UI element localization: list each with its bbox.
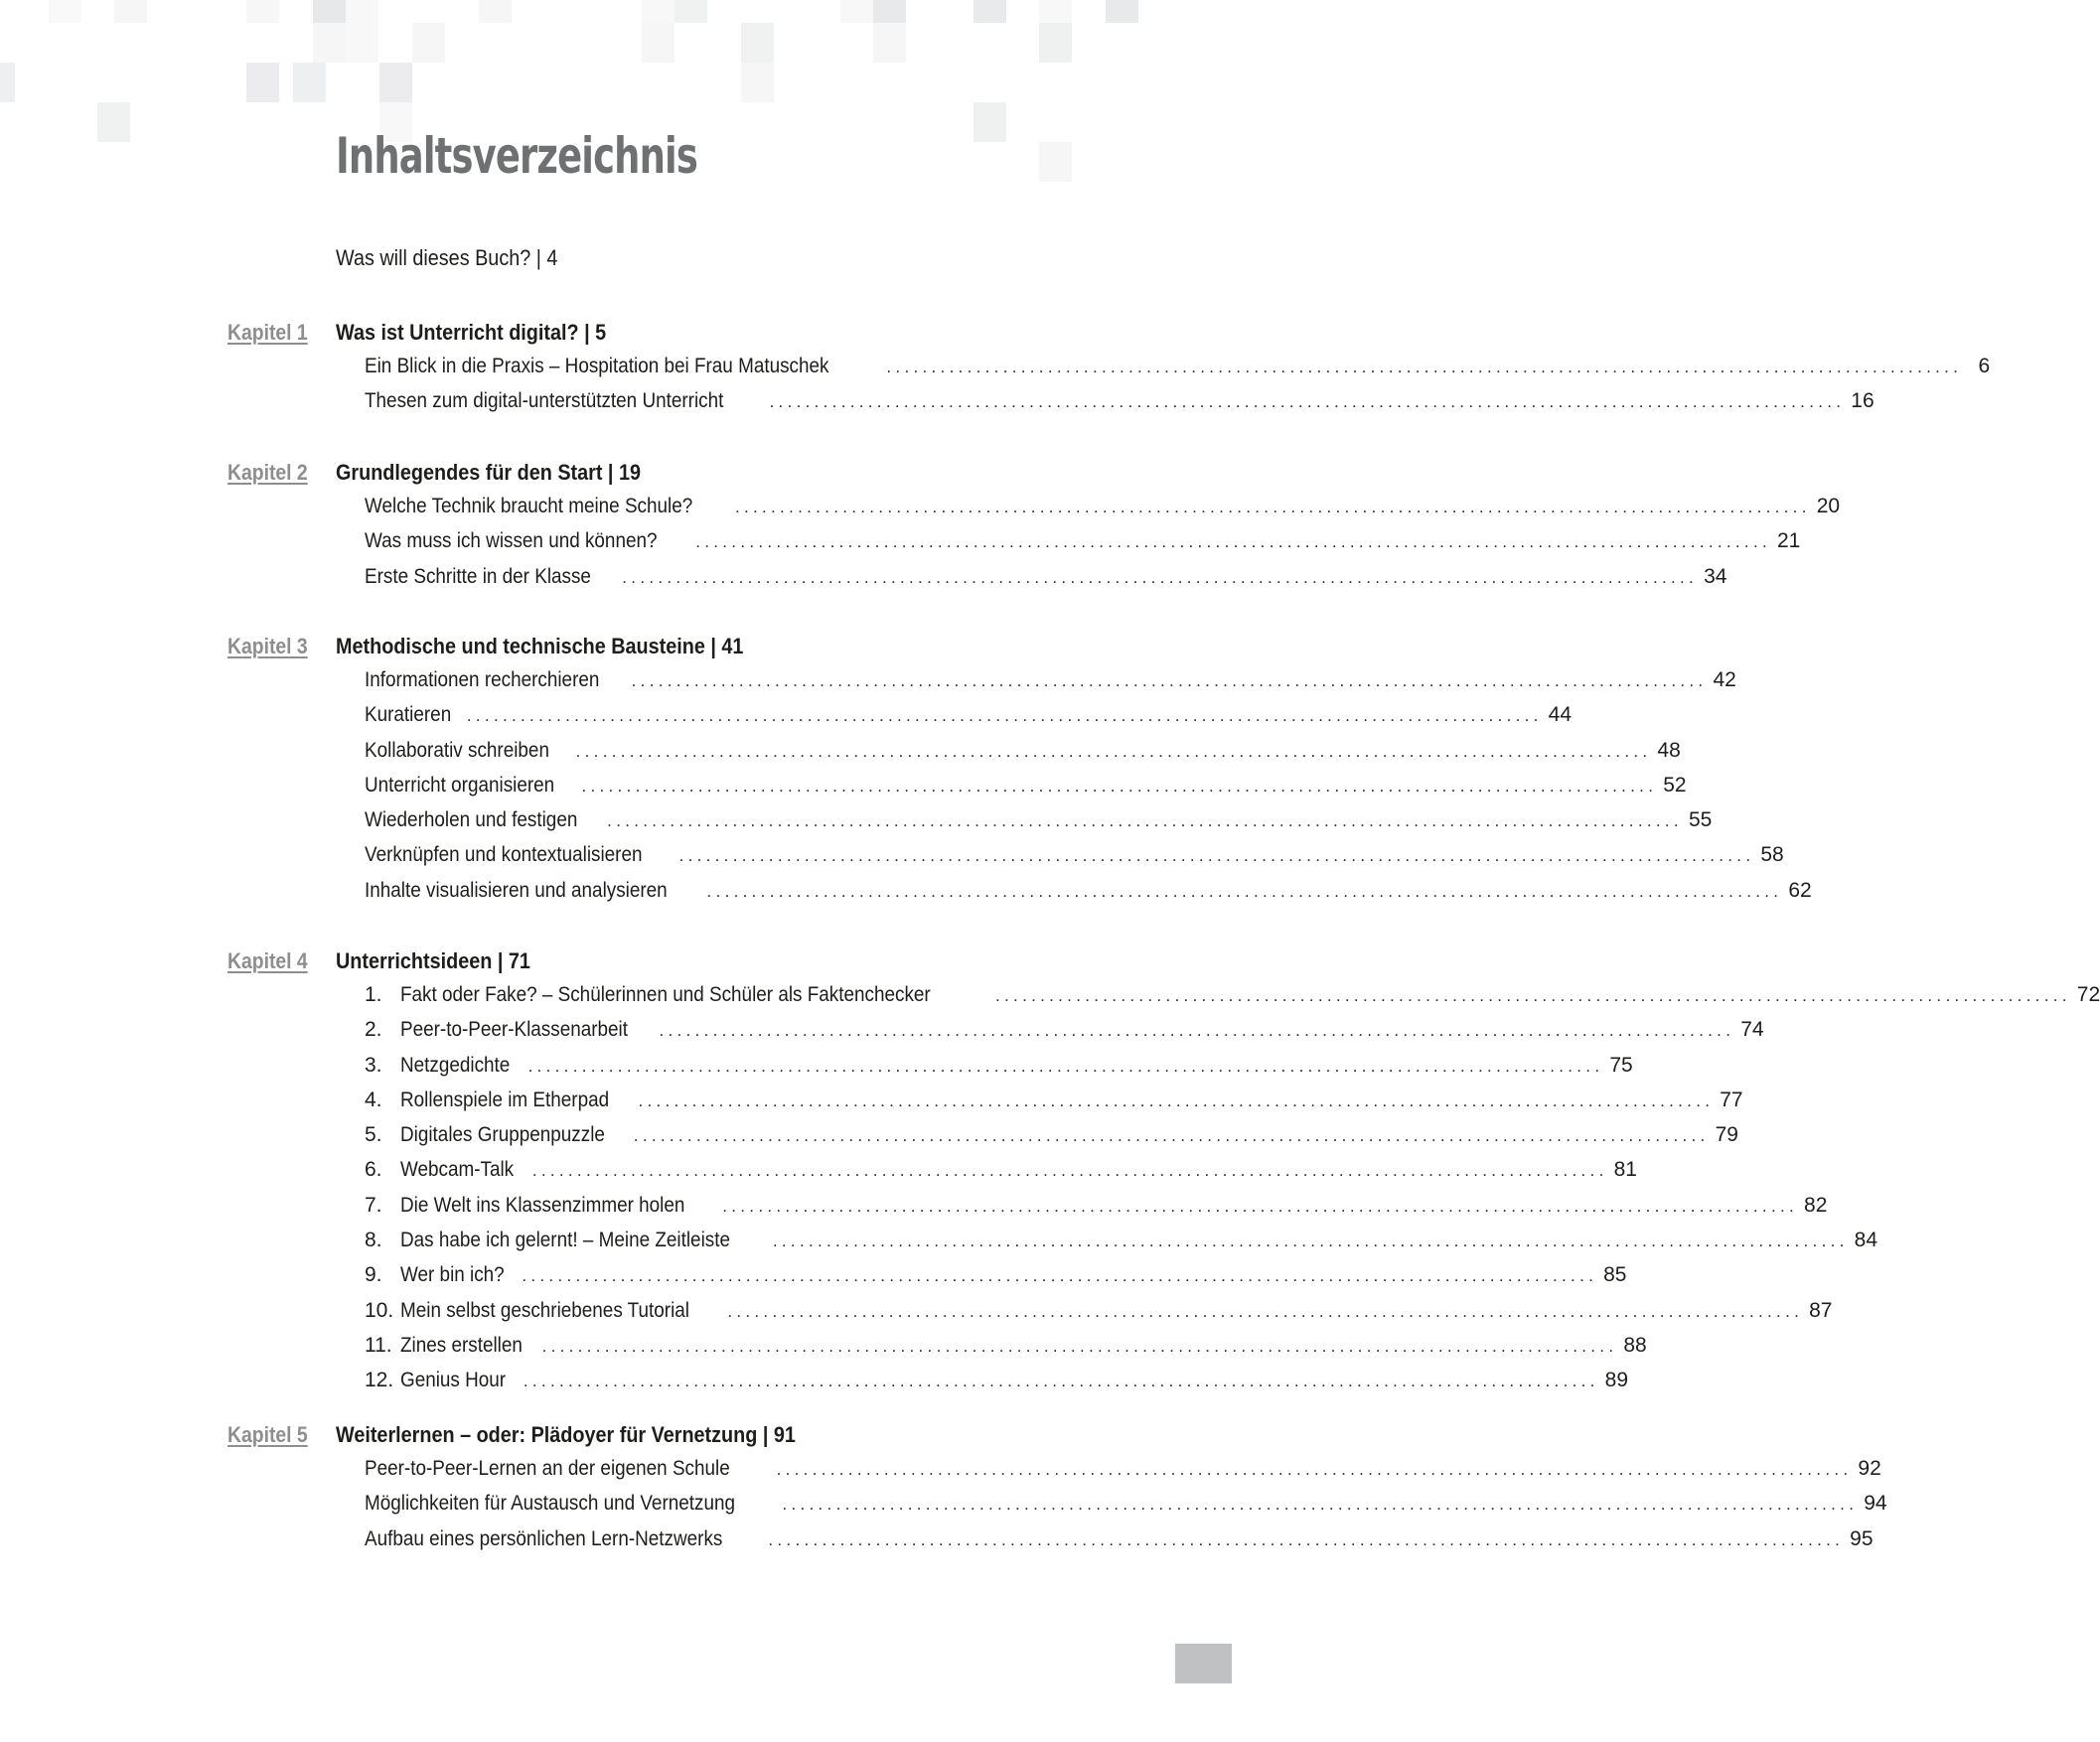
entry-title: Zines erstellen bbox=[400, 1333, 523, 1357]
entry-page-number: 85 bbox=[1603, 1263, 1627, 1287]
toc-entry[interactable] bbox=[365, 1053, 1633, 1089]
toc-entry[interactable] bbox=[365, 1018, 1764, 1053]
entry-page-number: 42 bbox=[1713, 668, 1736, 691]
page-corner-marker bbox=[1175, 1644, 1232, 1683]
dot-leader: ........................................................................................................................ bbox=[695, 532, 1771, 552]
dot-leader: ........................................................................................................................ bbox=[466, 706, 1543, 726]
toc-entry[interactable] bbox=[365, 773, 1687, 808]
dot-leader: ........................................................................................................................ bbox=[527, 1056, 1604, 1076]
entry-number: 11. bbox=[365, 1333, 392, 1357]
toc-entry[interactable] bbox=[365, 1263, 1627, 1298]
entry-number: 3. bbox=[365, 1053, 382, 1077]
entry-page-number: 55 bbox=[1688, 808, 1713, 832]
chapter-entries bbox=[365, 355, 1991, 425]
dot-leader: ........................................................................................................................ bbox=[886, 358, 1963, 376]
dot-leader: ........................................................................................................................ bbox=[633, 1126, 1710, 1146]
dot-leader: ........................................................................................................................ bbox=[734, 498, 1811, 516]
intro-entry[interactable]: Was will dieses Buch? | 4 bbox=[336, 245, 558, 270]
deco-square bbox=[974, 102, 1006, 142]
entry-page-number: 74 bbox=[1740, 1018, 1764, 1042]
toc-entry[interactable] bbox=[365, 1158, 1637, 1193]
dot-leader: ........................................................................................................................ bbox=[722, 1196, 1799, 1216]
entry-page-number: 21 bbox=[1777, 529, 1801, 553]
dot-leader: ........................................................................................................................ bbox=[531, 1161, 1608, 1181]
deco-square bbox=[379, 63, 412, 102]
deco-square bbox=[1039, 142, 1072, 182]
deco-square bbox=[0, 63, 15, 102]
entry-number: 5. bbox=[365, 1123, 382, 1147]
deco-square bbox=[675, 0, 707, 23]
deco-square bbox=[313, 23, 346, 63]
entry-page-number: 89 bbox=[1604, 1369, 1629, 1392]
entry-page-number: 77 bbox=[1720, 1088, 1743, 1111]
toc-entry[interactable] bbox=[365, 529, 1801, 564]
entry-page-number: 95 bbox=[1850, 1526, 1874, 1550]
dot-leader: ........................................................................................................................ bbox=[523, 1372, 1599, 1391]
deco-square bbox=[1106, 0, 1138, 23]
deco-square bbox=[741, 63, 774, 102]
chapter-entries bbox=[365, 1457, 1887, 1562]
entry-title: Peer-to-Peer-Klassenarbeit bbox=[400, 1018, 629, 1042]
entry-title: Wer bin ich? bbox=[400, 1263, 505, 1287]
dot-leader: ........................................................................................................................ bbox=[782, 1495, 1859, 1515]
entry-page-number: 88 bbox=[1623, 1333, 1647, 1357]
deco-square bbox=[114, 0, 147, 23]
toc-entry[interactable] bbox=[365, 808, 1713, 843]
chapter-label[interactable]: Kapitel 5 bbox=[227, 1422, 308, 1447]
entry-title: Ein Blick in die Praxis – Hospitation bei Frau Matuschek bbox=[365, 355, 829, 377]
dot-leader: ........................................................................................................................ bbox=[622, 567, 1699, 587]
entry-title: Webcam-Talk bbox=[400, 1158, 515, 1182]
toc-entry[interactable] bbox=[365, 668, 1736, 703]
chapter-title[interactable]: Weiterlernen – oder: Plädoyer für Vernetzung | 91 bbox=[336, 1422, 796, 1447]
entry-number: 4. bbox=[365, 1088, 382, 1111]
entry-number: 7. bbox=[365, 1193, 382, 1217]
deco-square bbox=[246, 63, 279, 102]
deco-square bbox=[246, 0, 279, 23]
dot-leader: ........................................................................................................................ bbox=[706, 881, 1783, 901]
entry-page-number: 34 bbox=[1704, 564, 1727, 588]
toc-entry[interactable] bbox=[365, 843, 1784, 878]
entry-title: Aufbau eines persönlichen Lern-Netzwerks bbox=[365, 1526, 723, 1550]
entry-title: Thesen zum digital-unterstützten Unterricht bbox=[365, 389, 724, 413]
toc-entry[interactable] bbox=[365, 1526, 1874, 1562]
entry-page-number: 48 bbox=[1657, 738, 1681, 762]
toc-entry[interactable] bbox=[365, 564, 1727, 600]
entry-title: Was muss ich wissen und können? bbox=[365, 529, 658, 553]
entry-page-number: 79 bbox=[1715, 1123, 1738, 1147]
entry-title: Kollaborativ schreiben bbox=[365, 738, 549, 762]
entry-page-number: 82 bbox=[1804, 1193, 1828, 1217]
entry-title: Verknüpfen und kontextualisieren bbox=[365, 843, 643, 867]
entry-number: 10. bbox=[365, 1298, 394, 1322]
dot-leader: ........................................................................................................................ bbox=[678, 846, 1755, 866]
entry-title: Peer-to-Peer-Lernen an der eigenen Schule bbox=[365, 1457, 730, 1480]
dot-leader: ........................................................................................................................ bbox=[772, 1232, 1849, 1251]
dot-leader: ........................................................................................................................ bbox=[541, 1336, 1618, 1356]
deco-square bbox=[741, 23, 774, 63]
dot-leader: ........................................................................................................................ bbox=[769, 392, 1846, 412]
deco-square bbox=[97, 102, 130, 142]
deco-square bbox=[1039, 23, 1072, 63]
chapter-label[interactable]: Kapitel 2 bbox=[227, 460, 308, 485]
entry-title: Rollenspiele im Etherpad bbox=[400, 1088, 610, 1111]
entry-title: Das habe ich gelernt! – Meine Zeitleiste bbox=[400, 1229, 730, 1252]
entry-title: Welche Technik braucht meine Schule? bbox=[365, 495, 693, 517]
deco-square bbox=[313, 0, 346, 23]
deco-square bbox=[974, 0, 1006, 23]
entry-number: 8. bbox=[365, 1229, 382, 1252]
dot-leader: ........................................................................................................................ bbox=[659, 1021, 1735, 1041]
chapter-title[interactable]: Grundlegendes für den Start | 19 bbox=[336, 460, 642, 485]
entry-page-number: 92 bbox=[1858, 1457, 1881, 1480]
entry-number: 1. bbox=[365, 983, 382, 1006]
toc-entry[interactable] bbox=[365, 983, 2100, 1018]
dot-leader: ........................................................................................................................ bbox=[522, 1266, 1598, 1286]
toc-entry[interactable] bbox=[365, 1229, 1878, 1263]
toc-entry[interactable] bbox=[365, 878, 1812, 914]
deco-square bbox=[1039, 0, 1072, 23]
deco-square bbox=[873, 23, 906, 63]
entry-page-number: 52 bbox=[1663, 773, 1687, 797]
entry-title: Fakt oder Fake? – Schülerinnen und Schüler als Faktenchecker bbox=[400, 983, 931, 1006]
deco-square bbox=[873, 0, 906, 23]
deco-square bbox=[293, 63, 326, 102]
entry-title: Kuratieren bbox=[365, 703, 452, 727]
toc-entry[interactable] bbox=[365, 703, 1573, 738]
chapter-label[interactable]: Kapitel 3 bbox=[227, 634, 308, 658]
entry-title: Wiederholen und festigen bbox=[365, 808, 578, 832]
dot-leader: ........................................................................................................................ bbox=[995, 986, 2071, 1005]
toc-entry[interactable] bbox=[365, 1193, 1828, 1229]
entry-page-number: 62 bbox=[1788, 878, 1812, 902]
toc-entry[interactable] bbox=[365, 1492, 1887, 1526]
entry-page-number: 72 bbox=[2076, 983, 2100, 1006]
chapter-label[interactable]: Kapitel 1 bbox=[227, 320, 308, 345]
deco-square bbox=[49, 0, 81, 23]
entry-title: Mein selbst geschriebenes Tutorial bbox=[400, 1298, 690, 1322]
entry-title: Informationen recherchieren bbox=[365, 668, 600, 691]
deco-square bbox=[412, 23, 445, 63]
deco-square bbox=[346, 23, 378, 63]
dot-leader: ........................................................................................................................ bbox=[727, 1301, 1804, 1321]
toc-entry[interactable] bbox=[365, 1369, 1629, 1403]
deco-square bbox=[642, 23, 675, 63]
page-title: Inhaltsverzeichnis bbox=[336, 127, 697, 185]
toc-entry[interactable] bbox=[365, 389, 1875, 424]
toc-entry[interactable] bbox=[365, 1333, 1647, 1369]
deco-square bbox=[479, 0, 512, 23]
entry-page-number: 44 bbox=[1548, 703, 1573, 727]
dot-leader: ........................................................................................................................ bbox=[631, 671, 1708, 690]
dot-leader: ........................................................................................................................ bbox=[575, 741, 1652, 761]
entry-number: 2. bbox=[365, 1018, 382, 1042]
chapter-entries bbox=[365, 495, 1841, 600]
toc-entry[interactable] bbox=[365, 1088, 1743, 1123]
toc-entry[interactable] bbox=[365, 738, 1681, 774]
entry-title: Digitales Gruppenpuzzle bbox=[400, 1123, 605, 1147]
entry-page-number: 75 bbox=[1609, 1053, 1633, 1077]
chapter-entries bbox=[365, 668, 1812, 914]
toc-entry[interactable] bbox=[365, 1123, 1738, 1158]
chapter-entries bbox=[365, 983, 2100, 1404]
chapter-title[interactable]: Was ist Unterricht digital? | 5 bbox=[336, 320, 607, 345]
entry-title: Erste Schritte in der Klasse bbox=[365, 564, 591, 588]
toc-entry[interactable] bbox=[365, 1457, 1881, 1492]
entry-page-number: 6 bbox=[1978, 355, 1991, 377]
deco-square bbox=[642, 0, 675, 23]
toc-entry[interactable] bbox=[365, 1298, 1833, 1334]
chapter-title[interactable]: Unterrichtsideen | 71 bbox=[336, 948, 530, 973]
entry-page-number: 87 bbox=[1809, 1298, 1833, 1322]
dot-leader: ........................................................................................................................ bbox=[638, 1090, 1715, 1110]
entry-title: Genius Hour bbox=[400, 1369, 507, 1392]
entry-number: 6. bbox=[365, 1158, 382, 1182]
entry-title: Netzgedichte bbox=[400, 1053, 511, 1077]
chapter-label[interactable]: Kapitel 4 bbox=[227, 948, 308, 973]
dot-leader: ........................................................................................................................ bbox=[607, 811, 1683, 831]
toc-entry[interactable] bbox=[365, 355, 1991, 389]
entry-page-number: 94 bbox=[1864, 1492, 1887, 1516]
dot-leader: ........................................................................................................................ bbox=[776, 1460, 1853, 1479]
entry-page-number: 20 bbox=[1816, 495, 1841, 517]
entry-title: Möglichkeiten für Austausch und Vernetzung bbox=[365, 1492, 735, 1516]
entry-title: Inhalte visualisieren und analysieren bbox=[365, 878, 668, 902]
entry-title: Die Welt ins Klassenzimmer holen bbox=[400, 1193, 685, 1217]
entry-page-number: 84 bbox=[1854, 1229, 1878, 1252]
entry-page-number: 58 bbox=[1760, 843, 1784, 867]
entry-number: 9. bbox=[365, 1263, 382, 1287]
dot-leader: ........................................................................................................................ bbox=[768, 1529, 1845, 1549]
deco-square bbox=[840, 0, 873, 23]
entry-page-number: 16 bbox=[1851, 389, 1875, 413]
toc-entry[interactable] bbox=[365, 495, 1841, 529]
deco-square bbox=[346, 0, 378, 23]
entry-title: Unterricht organisieren bbox=[365, 773, 555, 797]
dot-leader: ........................................................................................................................ bbox=[581, 776, 1658, 796]
chapter-title[interactable]: Methodische und technische Bausteine | 41 bbox=[336, 634, 744, 658]
entry-page-number: 81 bbox=[1613, 1158, 1637, 1182]
entry-number: 12. bbox=[365, 1369, 394, 1392]
